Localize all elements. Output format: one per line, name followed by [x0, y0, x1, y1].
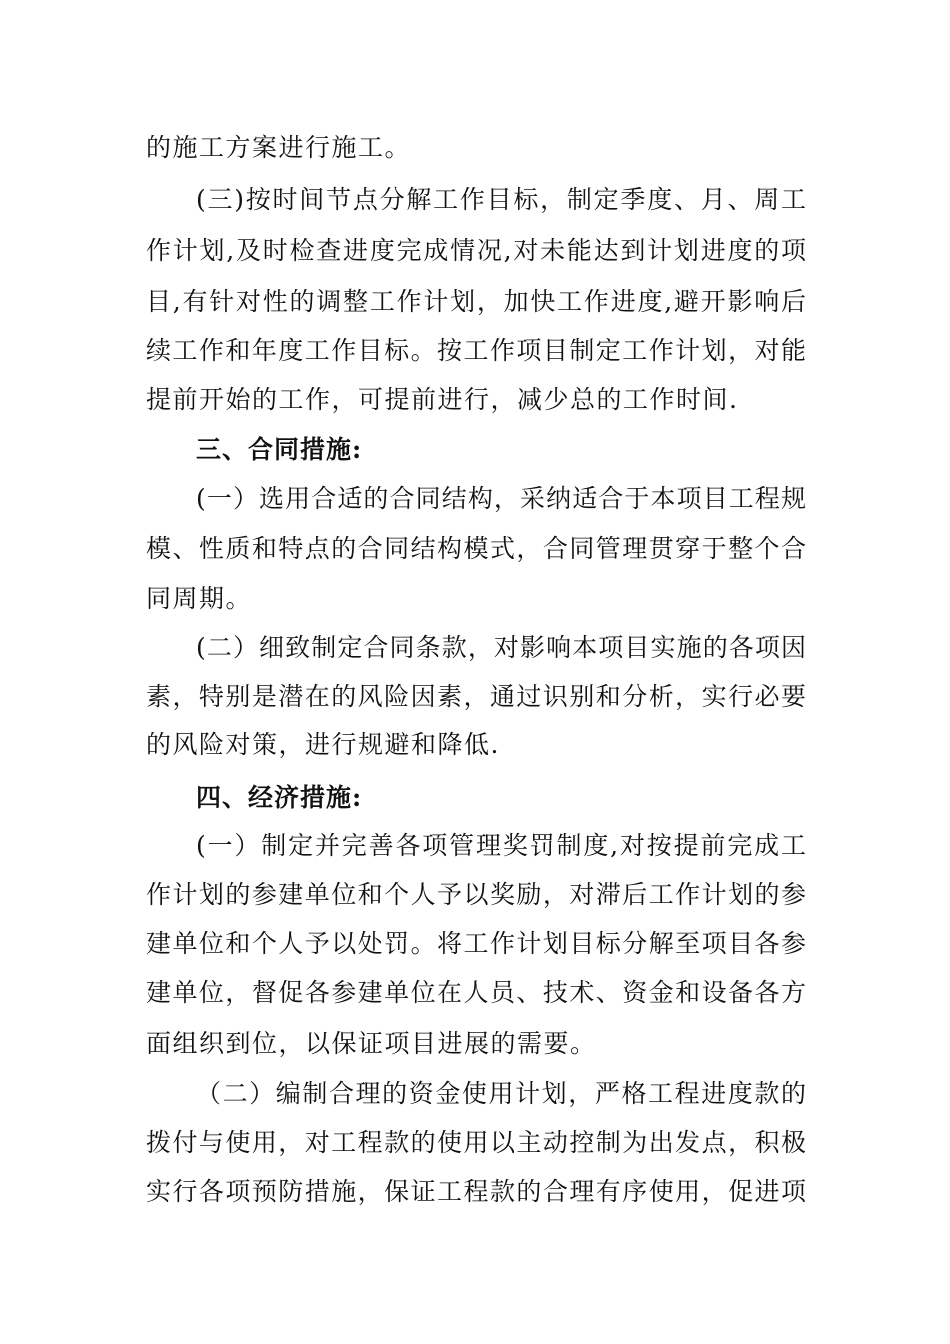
section-heading: 四、经济措施: [196, 783, 363, 812]
paragraph-first-line: (一）制定并完善各项管理奖罚制度,对按提前完成工 [196, 831, 806, 860]
paragraph-first-line: (一）选用合适的合同结构，采纳适合于本项目工程规 [196, 484, 806, 513]
paragraph-first-line: (三)按时间节点分解工作目标，制定季度、月、周工 [196, 185, 806, 214]
body-text-line: 同周期。 [146, 584, 253, 613]
body-text-line: 素，特别是潜在的风险因素，通过识别和分析，实行必要 [146, 682, 806, 711]
body-text-line: 面组织到位，以保证项目进展的需要。 [146, 1029, 597, 1058]
body-text-line: 目,有针对性的调整工作计划，加快工作进度,避开影响后 [146, 287, 806, 316]
body-text-line: 实行各项预防措施，保证工程款的合理有序使用，促进项 [146, 1177, 806, 1206]
body-text-line: 提前开始的工作，可提前进行，减少总的工作时间. [146, 385, 739, 414]
paragraph-first-line: （二）编制合理的资金使用计划，严格工程进度款的 [196, 1079, 806, 1108]
body-text-line: 模、性质和特点的合同结构模式，合同管理贯穿于整个合 [146, 534, 806, 563]
body-text-line: 拨付与使用，对工程款的使用以主动控制为出发点，积极 [146, 1128, 806, 1157]
body-text-line: 建单位，督促各参建单位在人员、技术、资金和设备各方 [146, 978, 806, 1007]
body-text-line: 作计划,及时检查进度完成情况,对未能达到计划进度的项 [146, 236, 806, 265]
body-text-line: 作计划的参建单位和个人予以奖励，对滞后工作计划的参 [146, 880, 806, 909]
body-text-line: 的施工方案进行施工。 [146, 133, 412, 162]
body-text-line: 的风险对策，进行规避和降低. [146, 730, 500, 759]
body-text-line: 建单位和个人予以处罚。将工作计划目标分解至项目各参 [146, 929, 806, 958]
body-text-line: 续工作和年度工作目标。按工作项目制定工作计划，对能 [146, 336, 806, 365]
paragraph-first-line: (二）细致制定合同条款，对影响本项目实施的各项因 [196, 633, 806, 662]
section-heading: 三、合同措施: [196, 435, 363, 464]
